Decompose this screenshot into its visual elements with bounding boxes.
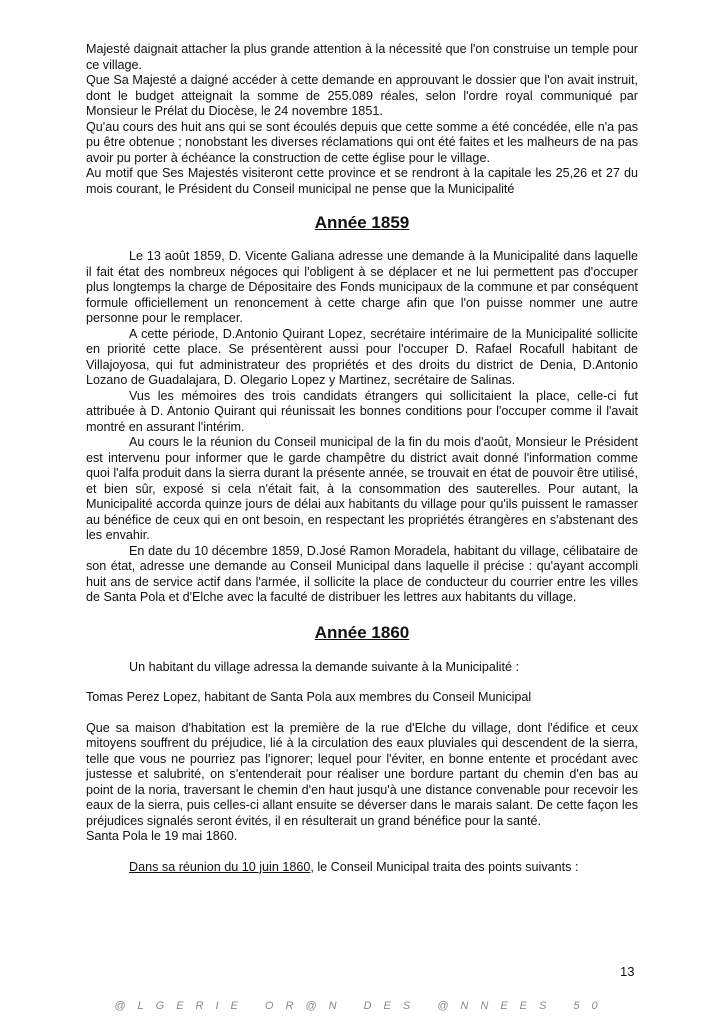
intro-paragraph-3: Qu'au cours des huit ans qui se sont écoulés depuis que cette somme a été concédée, elle n'a pas pu être obtenue ; nonobstant les diverses réclamations qui ont été faites et les malheurs de na pas avoir pu porter à échéance la construction de cette église pour le village. bbox=[86, 119, 638, 165]
paragraph-1859-1: Le 13 août 1859, D. Vicente Galiana adresse une demande à la Municipalité dans laquelle il fait état des nombreux négoces qui l'obligent à se déplacer et ne lui permettent pas d'occuper plus longtemps la charge de Dépositaire des Fonds municipaux de la commune et par conséquent formule officiellement un renoncement à cette charge afin que l'on puisse nommer une autre personne pour le remplacer. bbox=[86, 249, 638, 325]
paragraph-1859-4: Au cours le la réunion du Conseil municipal de la fin du mois d'août, Monsieur le Président est intervenu pour informer que le garde champêtre du district avait donné l'information comme quoi l'alfa produit dans la sierra durant la présente année, se trouvait en état de pouvoir être utilisé, et bien sûr, exposé si cela n'était fait, à la consommation des sauterelles. Pour autant, la Municipalité accorda quinze jours de délai aux habitants du village pour qu'ils puissent le ramasser au bénéfice de ceux qui en ont besoin, en respectant les propriétés étrangères en s'abstenant des les envahir. bbox=[86, 435, 638, 542]
page-footer: @LGERIE OR@N DES @NNEES 50 bbox=[114, 1000, 610, 1012]
paragraph-1860-2: Tomas Perez Lopez, habitant de Santa Pola aux membres du Conseil Municipal bbox=[86, 690, 532, 704]
intro-paragraph-2: Que Sa Majesté a daigné accéder à cette demande en approuvant le dossier que l'on avait instruit, dont le budget atteignait la somme de 255.089 réales, selon l'ordre royal communiqué par Monsieur le Prélat du Diocèse, le 24 novembre 1851. bbox=[86, 73, 638, 118]
page-number: 13 bbox=[620, 964, 635, 979]
paragraph-1860-5 bbox=[86, 860, 638, 876]
intro-paragraph-1: Majesté daignait attacher la plus grande attention à la nécessité que l'on construise un temple pour ce village. bbox=[86, 42, 638, 72]
meeting-date-underlined: Dans sa réunion du 10 juin 1860 bbox=[129, 859, 311, 874]
heading-1860: Année 1860 bbox=[314, 622, 410, 642]
paragraph-1860-1: Un habitant du village adressa la demande suivante à la Municipalité : bbox=[129, 659, 519, 674]
meeting-sentence: , le Conseil Municipal traita des points suivants : bbox=[310, 859, 579, 874]
paragraph-1859-5: En date du 10 décembre 1859, D.José Ramon Moradela, habitant du village, célibataire de son état, adresse une demande au Conseil Municipal dans laquelle il précise : qu'ayant accompli huit ans de service actif dans l'armée, il sollicite la place de conducteur du courrier entre les villes de Santa Pola et d'Elche avec la faculté de distribuer les lettres aux habitants du village. bbox=[86, 543, 638, 604]
paragraph-1860-4: Santa Pola le 19 mai 1860. bbox=[86, 829, 238, 843]
paragraph-1859-2: A cette période, D.Antonio Quirant Lopez, secrétaire intérimaire de la Municipalité sollicite en priorité cette place. Se présentèrent aussi pour l'occuper D. Rafael Rocafull habitant de Villajoyosa, qui fut administrateur des propriétés et des droits du district de Denia, D.Antonio Lozano de Guadalajara, D. Olegario Lopez y Martinez, secrétaire de Salinas. bbox=[86, 326, 638, 387]
document-body bbox=[86, 42, 638, 875]
paragraph-1860-3: Que sa maison d'habitation est la première de la rue d'Elche du village, dont l'édifice et ceux mitoyens souffrent du préjudice, lié à la circulation des eaux pluviales qui descendent de la sierra, telle que vous ne pourriez pas l'ignorer; lequel pour l'éviter, en bonne entente et procédant avec justesse et salubrité, on s'entenderait pour réaliser une bordure partant du chemin d'en bas au point de la noria, traversant le chemin d'en haut jusqu'à une distance convenable pour recevoir les eaux de la sierra, puis celles-ci allant ensuite se déverser dans le marais salant. De cette façon les préjudices signalés seront évités, il en résulterait un grand bénéfice pour la santé. bbox=[86, 720, 638, 828]
heading-1859: Année 1859 bbox=[314, 213, 410, 232]
paragraph-1859-3: Vus les mémoires des trois candidats étrangers qui sollicitaient la place, celle-ci fut attribuée à D. Antonio Quirant qui réunissait les bonnes conditions pour l'occuper comme il l'avait montré en assurant l'intérim. bbox=[86, 388, 638, 434]
intro-paragraph-4: Au motif que Ses Majestés visiteront cette province et se rendront à la capitale les 25,26 et 27 du mois courant, le Président du Conseil municipal ne pense que la Municipalité bbox=[86, 166, 638, 196]
